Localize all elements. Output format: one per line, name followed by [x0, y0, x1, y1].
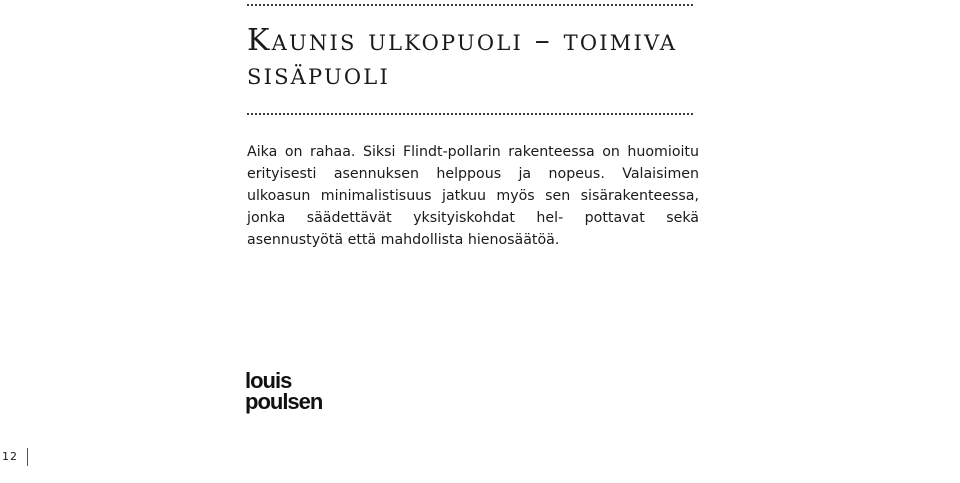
logo-line-2: poulsen: [245, 389, 323, 414]
bottom-dotted-divider: [247, 113, 693, 115]
page-number: 12: [0, 448, 28, 466]
logo-line-1: louis: [245, 368, 292, 393]
body-line: pottavat sekä asennustyötä että mahdollista hienosäätöä.: [247, 210, 700, 248]
body-line: Aika on rahaa. Siksi Flindt-pollarin rakenteessa on huomioitu erityisesti: [247, 144, 699, 182]
body-line: asennuksen helppous ja nopeus. Valaisimen ulkoasun minimalistisuus: [247, 166, 699, 204]
top-dotted-divider: [247, 4, 693, 6]
louis-poulsen-logo: [245, 370, 345, 412]
page-heading: [247, 24, 717, 92]
body-line: jatkuu myös sen sisärakenteessa, jonka säädettävät yksityiskohdat hel-: [247, 188, 699, 226]
heading-line-1: Kaunis ulkopuoli – toimiva: [247, 23, 678, 58]
heading-line-2: sisäpuoli: [247, 57, 390, 92]
body-paragraph: [247, 141, 699, 251]
